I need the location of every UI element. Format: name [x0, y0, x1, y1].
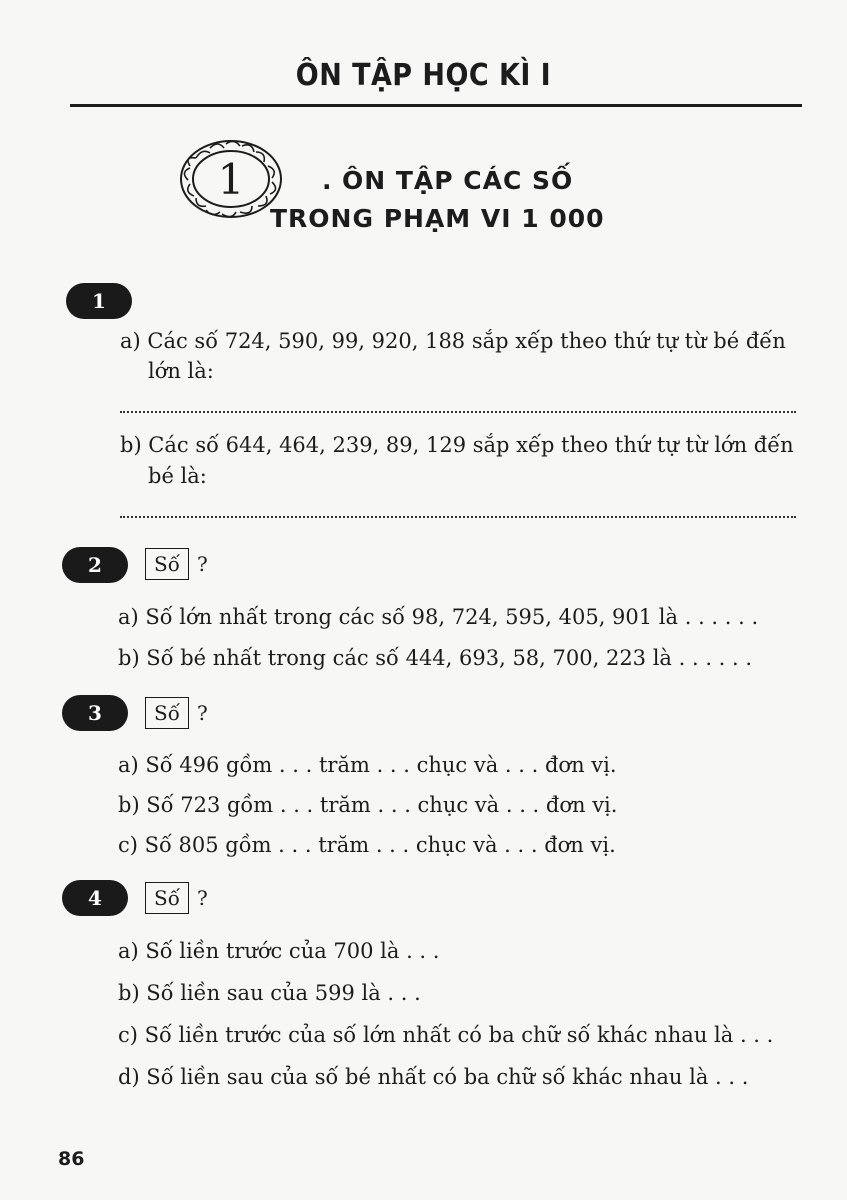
exercise-3-badge: 3 — [62, 695, 128, 731]
lesson-number: 1 — [217, 155, 245, 204]
exercise-3-instruction — [145, 697, 208, 729]
exercise-1-badge: 1 — [66, 283, 132, 319]
question-mark: ? — [196, 552, 208, 576]
answer-line-1b — [120, 516, 796, 518]
exercise-1a-line1: a) Các số 724, 590, 99, 920, 188 sắp xếp theo thứ tự từ bé đến — [120, 329, 786, 353]
page-number: 86 — [58, 1148, 85, 1170]
exercise-1a-line2: lớn là: — [148, 359, 214, 383]
so-box: Số — [145, 697, 189, 729]
so-box: Số — [145, 882, 189, 914]
exercise-3b: b) Số 723 gồm . . . trăm . . . chục và . . . đơn vị. — [118, 793, 618, 817]
exercise-2a: a) Số lớn nhất trong các số 98, 724, 595, 405, 901 là . . . . . . — [118, 605, 759, 629]
exercise-4c: c) Số liền trước của số lớn nhất có ba chữ số khác nhau là . . . — [118, 1023, 774, 1047]
exercise-4d: d) Số liền sau của số bé nhất có ba chữ số khác nhau là . . . — [118, 1065, 749, 1089]
exercise-4b: b) Số liền sau của 599 là . . . — [118, 981, 421, 1005]
exercise-2-instruction — [145, 548, 208, 580]
lesson-title — [270, 162, 605, 238]
exercise-4a: a) Số liền trước của 700 là . . . — [118, 939, 440, 963]
exercise-3c: c) Số 805 gồm . . . trăm . . . chục và . . . đơn vị. — [118, 833, 616, 857]
question-mark: ? — [196, 886, 208, 910]
title-underline — [70, 104, 802, 107]
lesson-title-line1: . ÔN TẬP CÁC SỐ — [270, 162, 605, 200]
lesson-title-line2: TRONG PHẠM VI 1 000 — [270, 204, 605, 233]
exercise-3a: a) Số 496 gồm . . . trăm . . . chục và . . . đơn vị. — [118, 753, 617, 777]
answer-line-1a — [120, 411, 796, 413]
exercise-4-badge: 4 — [62, 880, 128, 916]
exercise-2-badge: 2 — [62, 547, 128, 583]
question-mark: ? — [196, 701, 208, 725]
exercise-1b-line1: b) Các số 644, 464, 239, 89, 129 sắp xếp theo thứ tự từ lớn đến — [120, 433, 794, 457]
exercise-4-instruction — [145, 882, 208, 914]
exercise-2b: b) Số bé nhất trong các số 444, 693, 58, 700, 223 là . . . . . . — [118, 646, 753, 670]
so-box: Số — [145, 548, 189, 580]
exercise-1b-line2: bé là: — [148, 464, 207, 488]
page-title: ÔN TẬP HỌC KÌ I — [295, 58, 552, 93]
